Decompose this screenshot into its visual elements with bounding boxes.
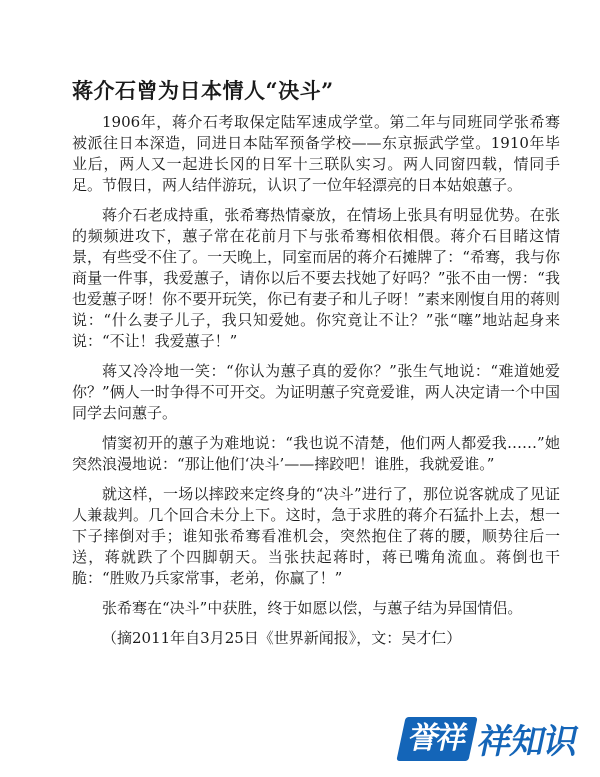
- article-body: [72, 112, 560, 649]
- watermark-logo-mark: 誉祥: [396, 717, 477, 761]
- paragraph-2: 蒋介石老成持重，张希骞热情豪放，在情场上张具有明显优势。在张的频频进攻下，蕙子常在花前月下与张希骞相依相偎。蒋介石目睹这情景，有些受不住了。一天晚上，同室而居的蒋介石摊牌了：“希骞，我与你商量一件事，我爱蕙子，请你以后不要去找她了好吗？”张不由一愣：“我也爱蕙子呀！你不要开玩笑，你已有妻子和儿子呀！”素来刚愎自用的蒋则说：“什么妻子儿子，我只知爱她。你究竟让不让？”张“噻”地站起身来说：“不让！我爱蕙子！”: [72, 206, 560, 350]
- paragraph-3: 蒋又冷冷地一笑：“你认为蕙子真的爱你？”张生气地说：“难道她爱你？”俩人一时争得不可开交。为证明蕙子究竟爱谁，两人决定请一个中国同学去问蕙子。: [72, 362, 560, 422]
- paragraph-1: 1906年，蒋介石考取保定陆军速成学堂。第二年与同班同学张希骞被派往日本深造，同进日本陆军预备学校——东京振武学堂。1910年毕业后，两人又一起进长冈的日军十三联队实习。两人同窗四载，情同手足。节假日，两人结伴游玩，认识了一位年轻漂亮的日本姑娘蕙子。: [72, 113, 560, 194]
- paragraph-5: 就这样，一场以摔跤来定终身的“决斗”进行了，那位说客就成了见证人兼裁判。几个回合未分上下。这时，急于求胜的蒋介石猛扑上去，想一下子摔倒对手；谁知张希骞看准机会，突然抱住了蒋的腰，顺势往后一送，蒋就跌了个四脚朝天。当张扶起蒋时，蒋已嘴角流血。蒋倒也干脆：“胜败乃兵家常事，老弟，你赢了！”: [72, 485, 560, 587]
- paragraph-6: 张希骞在“决斗”中获胜，终于如愿以偿，与蕙子结为异国情侣。: [102, 599, 523, 617]
- paragraph-4: 情窦初开的蕙子为难地说：“我也说不清楚，他们两人都爱我……”她突然浪漫地说：“那让他们‘决斗’——摔跤吧！谁胜，我就爱谁。”: [72, 434, 560, 473]
- watermark-brand-text: 祥知识: [474, 722, 582, 762]
- article-title: 蒋介石曾为日本情人“决斗”: [72, 78, 334, 103]
- watermark-logo: [401, 714, 582, 763]
- source-citation: （摘2011年自3月25日《世界新闻报》，文：吴才仁）: [102, 629, 462, 647]
